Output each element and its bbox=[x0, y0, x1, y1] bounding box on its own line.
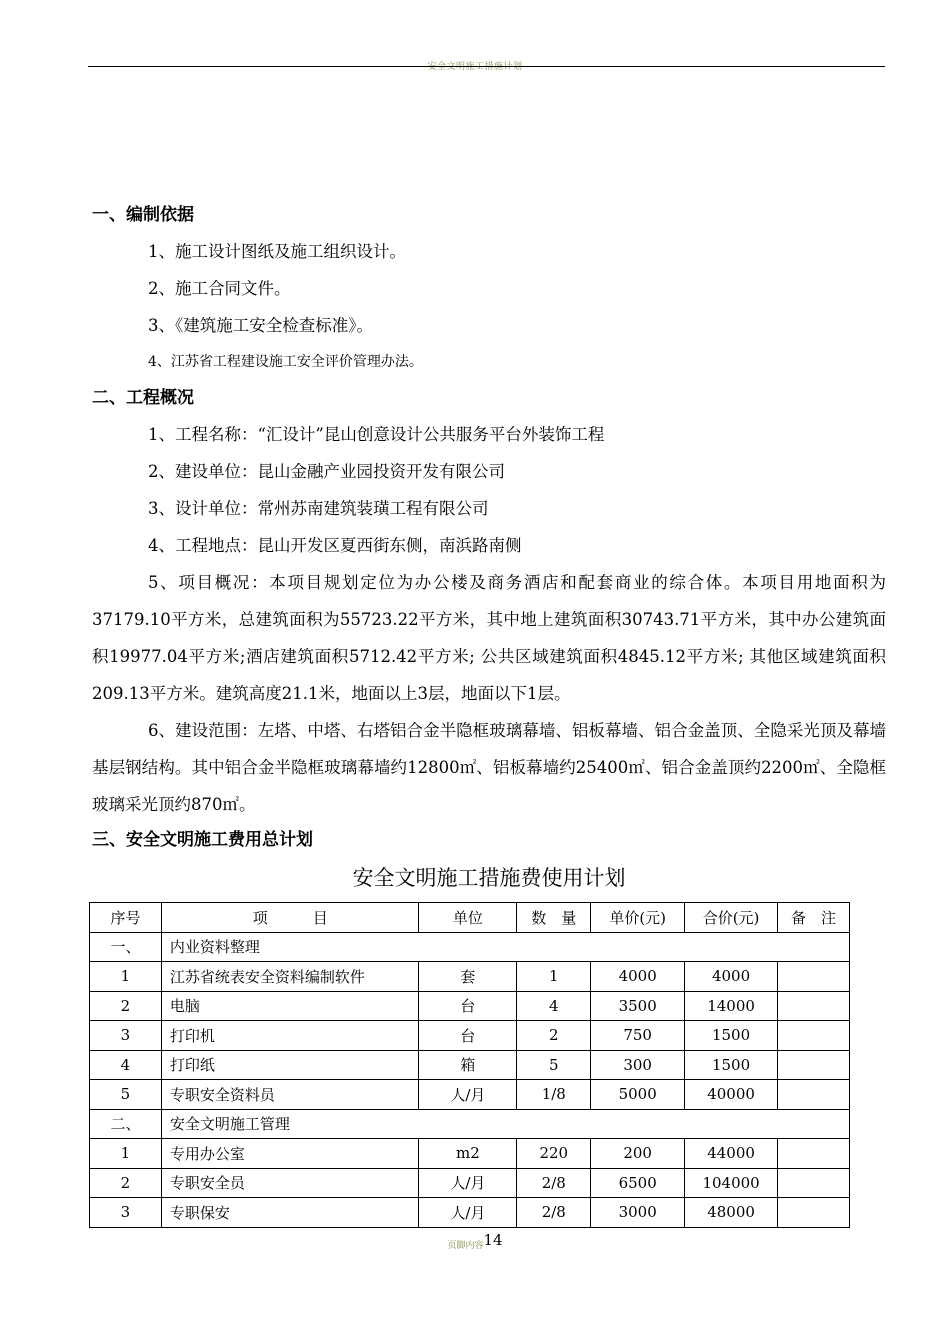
row-item: 专职安全员 bbox=[161, 1168, 419, 1198]
row-unit: 人/月 bbox=[419, 1080, 517, 1110]
row-total: 44000 bbox=[685, 1139, 778, 1169]
footer-label: 页脚内容 bbox=[447, 1241, 484, 1251]
row-qty: 2/8 bbox=[517, 1198, 591, 1228]
header-cell: 单位 bbox=[419, 903, 517, 933]
header-cell: 合价(元) bbox=[685, 903, 778, 933]
row-qty: 1 bbox=[517, 962, 591, 992]
header-cell: 备 注 bbox=[778, 903, 850, 933]
project-overview-paragraph: 5、项目概况：本项目规划定位为办公楼及商务酒店和配套商业的综合体。本项目用地面积为37179.10平方米，总建筑面积为55723.22平方米，其中地上建筑面积30743.71平方米，其中办公建筑面积19977.04平方米;酒店建筑面积5712.42平方米; 公共区域建筑面积4845.12平方米; 其他区域建筑面积209.13平方米。建筑高度21.1米，地面以上3层，地面以下1层。 bbox=[92, 573, 886, 703]
basis-item: 1、施工设计图纸及施工组织设计。 bbox=[148, 242, 406, 261]
row-no: 3 bbox=[90, 1021, 162, 1051]
row-price: 6500 bbox=[591, 1168, 685, 1198]
row-note bbox=[778, 1050, 850, 1080]
cost-plan-table bbox=[89, 902, 850, 1228]
row-qty: 220 bbox=[517, 1139, 591, 1169]
row-item: 专职保安 bbox=[161, 1198, 419, 1228]
row-qty: 1/8 bbox=[517, 1080, 591, 1110]
row-unit: 台 bbox=[419, 991, 517, 1021]
page-number: 14 bbox=[483, 1231, 503, 1249]
row-qty: 5 bbox=[517, 1050, 591, 1080]
row-no: 4 bbox=[90, 1050, 162, 1080]
row-unit: 箱 bbox=[419, 1050, 517, 1080]
row-no: 2 bbox=[90, 1168, 162, 1198]
construction-scope-paragraph: 6、建设范围：左塔、中塔、右塔铝合金半隐框玻璃幕墙、铝板幕墙、铝合金盖顶、全隐采光顶及幕墙基层钢结构。其中铝合金半隐框玻璃幕墙约12800㎡、铝板幕墙约25400㎡、铝合金盖顶约2200㎡、全隐框玻璃采光顶约870㎡。 bbox=[92, 721, 886, 814]
header-cell: 单价(元) bbox=[591, 903, 685, 933]
row-no: 3 bbox=[90, 1198, 162, 1228]
basis-item: 4、江苏省工程建设施工安全评价管理办法。 bbox=[148, 354, 423, 370]
row-total: 14000 bbox=[685, 991, 778, 1021]
section3-heading: 三、安全文明施工费用总计划 bbox=[92, 830, 313, 850]
row-item: 打印纸 bbox=[161, 1050, 419, 1080]
row-total: 104000 bbox=[685, 1168, 778, 1198]
row-total: 48000 bbox=[685, 1198, 778, 1228]
basis-item: 3、《建筑施工安全检查标准》。 bbox=[148, 316, 373, 335]
row-item: 专用办公室 bbox=[161, 1139, 419, 1169]
row-no: 2 bbox=[90, 991, 162, 1021]
row-note bbox=[778, 1198, 850, 1228]
row-unit: 套 bbox=[419, 962, 517, 992]
overview-item: 2、建设单位：昆山金融产业园投资开发有限公司 bbox=[148, 462, 505, 481]
section2-heading: 二、工程概况 bbox=[92, 388, 194, 408]
header-cell: 序号 bbox=[90, 903, 162, 933]
table-row bbox=[90, 1139, 850, 1169]
row-note bbox=[778, 1139, 850, 1169]
section1-heading: 一、编制依据 bbox=[92, 205, 194, 225]
row-price: 750 bbox=[591, 1021, 685, 1051]
row-note bbox=[778, 1021, 850, 1051]
table-title: 安全文明施工措施费使用计划 bbox=[352, 866, 626, 890]
row-note bbox=[778, 1168, 850, 1198]
row-note bbox=[778, 962, 850, 992]
row-price: 3500 bbox=[591, 991, 685, 1021]
row-price: 5000 bbox=[591, 1080, 685, 1110]
row-unit: 人/月 bbox=[419, 1198, 517, 1228]
group-row bbox=[90, 1109, 850, 1139]
row-no: 1 bbox=[90, 1139, 162, 1169]
row-note bbox=[778, 1080, 850, 1110]
overview-item: 3、设计单位：常州苏南建筑装璜工程有限公司 bbox=[148, 499, 489, 518]
table-row bbox=[90, 962, 850, 992]
row-qty: 2/8 bbox=[517, 1168, 591, 1198]
row-price: 200 bbox=[591, 1139, 685, 1169]
table-header-row bbox=[90, 903, 850, 933]
table-row bbox=[90, 1050, 850, 1080]
page-header: 安全文明施工措施计划 bbox=[427, 62, 523, 72]
table-row bbox=[90, 991, 850, 1021]
row-no: 1 bbox=[90, 962, 162, 992]
document-body bbox=[92, 198, 886, 898]
table-row bbox=[90, 1168, 850, 1198]
header-cell: 数 量 bbox=[517, 903, 591, 933]
row-item: 专职安全资料员 bbox=[161, 1080, 419, 1110]
row-price: 4000 bbox=[591, 962, 685, 992]
row-item: 电脑 bbox=[161, 991, 419, 1021]
group-code: 二、 bbox=[90, 1109, 162, 1139]
header-cell: 项 目 bbox=[161, 903, 419, 933]
row-price: 300 bbox=[591, 1050, 685, 1080]
row-item: 打印机 bbox=[161, 1021, 419, 1051]
table-row bbox=[90, 1021, 850, 1051]
basis-item: 2、施工合同文件。 bbox=[148, 279, 291, 298]
row-total: 1500 bbox=[685, 1050, 778, 1080]
header-divider bbox=[88, 66, 885, 67]
group-row bbox=[90, 932, 850, 962]
group-code: 一、 bbox=[90, 932, 162, 962]
row-qty: 2 bbox=[517, 1021, 591, 1051]
table-row bbox=[90, 1198, 850, 1228]
row-unit: m2 bbox=[419, 1139, 517, 1169]
overview-item: 4、工程地点：昆山开发区夏西街东侧，南浜路南侧 bbox=[148, 536, 522, 555]
group-title: 内业资料整理 bbox=[161, 932, 849, 962]
row-qty: 4 bbox=[517, 991, 591, 1021]
group-title: 安全文明施工管理 bbox=[161, 1109, 849, 1139]
row-no: 5 bbox=[90, 1080, 162, 1110]
row-total: 1500 bbox=[685, 1021, 778, 1051]
overview-item: 1、工程名称：“汇设计”昆山创意设计公共服务平台外装饰工程 bbox=[148, 425, 605, 444]
row-total: 40000 bbox=[685, 1080, 778, 1110]
page-footer bbox=[0, 1231, 950, 1252]
row-item: 江苏省统表安全资料编制软件 bbox=[161, 962, 419, 992]
row-unit: 台 bbox=[419, 1021, 517, 1051]
row-price: 3000 bbox=[591, 1198, 685, 1228]
row-note bbox=[778, 991, 850, 1021]
row-total: 4000 bbox=[685, 962, 778, 992]
row-unit: 人/月 bbox=[419, 1168, 517, 1198]
table-row bbox=[90, 1080, 850, 1110]
